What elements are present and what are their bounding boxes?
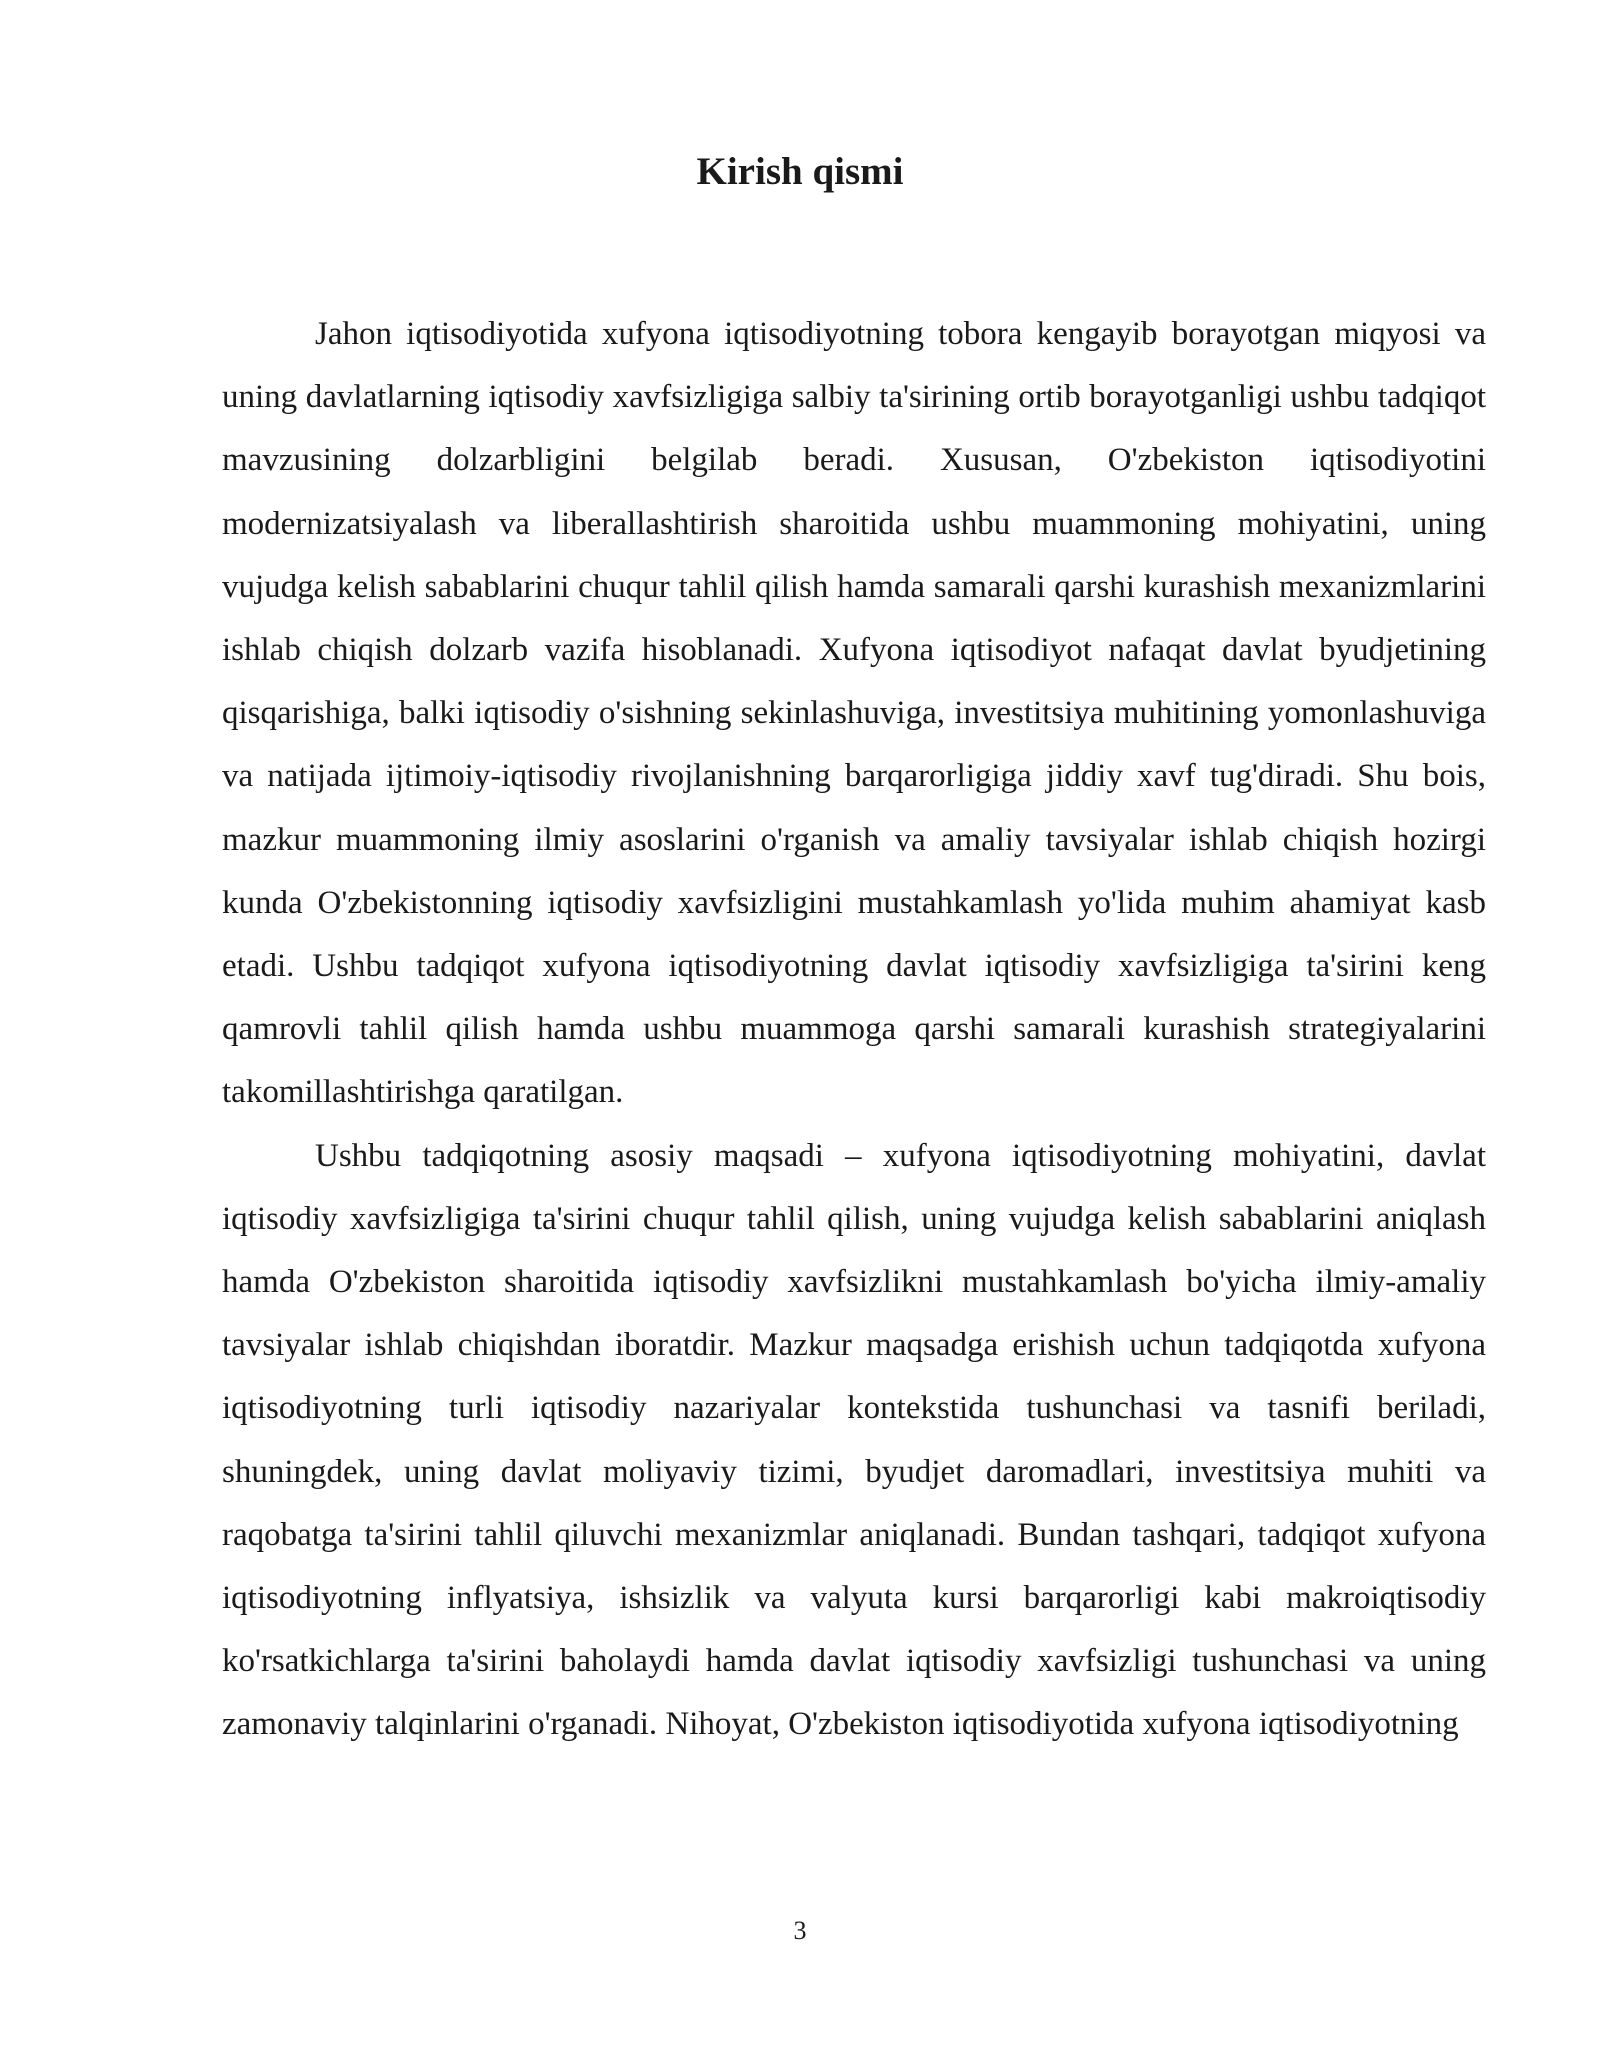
page-number: 3 <box>793 1916 807 1945</box>
body-text <box>222 303 1486 1757</box>
page-title: Kirish qismi <box>696 150 904 193</box>
paragraph-2: Ushbu tadqiqotning asosiy maqsadi – xufyona iqtisodiyotning mohiyatini, davlat iqtisodiy xavfsizligiga ta'sirini chuqur tahlil qilish, uning vujudga kelish sabablarini aniqlash hamda O'zbekiston sharoitida iqtisodiy xavfsizlikni mustahkamlash bo'yicha ilmiy-amaliy tavsiyalar ishlab chiqishdan iboratdir. Mazkur maqsadga erishish uchun tadqiqotda xufyona iqtisodiyotning turli iqtisodiy nazariyalar kontekstida tushunchasi va tasnifi beriladi, shuningdek, uning davlat moliyaviy tizimi, byudjet daromadlari, investitsiya muhiti va raqobatga ta'sirini tahlil qiluvchi mexanizmlar aniqlanadi. Bundan tashqari, tadqiqot xufyona iqtisodiyotning inflyatsiya, ishsizlik va valyuta kursi barqarorligi kabi makroiqtisodiy ko'rsatkichlarga ta'sirini baholaydi hamda davlat iqtisodiy xavfsizligi tushunchasi va uning zamonaviy talqinlarini o'rganadi. Nihoyat, O'zbekiston iqtisodiyotida xufyona iqtisodiyotning <box>222 1137 1486 1743</box>
paragraph-1: Jahon iqtisodiyotida xufyona iqtisodiyotning tobora kengayib borayotgan miqyosi va uning davlatlarning iqtisodiy xavfsizligiga salbiy ta'sirining ortib borayotganligi ushbu tadqiqot mavzusining dolzarbligini belgilab beradi. Xususan, O'zbekiston iqtisodiyotini modernizatsiyalash va liberallashtirish sharoitida ushbu muammoning mohiyatini, uning vujudga kelish sabablarini chuqur tahlil qilish hamda samarali qarshi kurashish mexanizmlarini ishlab chiqish dolzarb vazifa hisoblanadi. Xufyona iqtisodiyot nafaqat davlat byudjetining qisqarishiga, balki iqtisodiy o'sishning sekinlashuviga, investitsiya muhitining yomonlashuviga va natijada ijtimoiy-iqtisodiy rivojlanishning barqarorligiga jiddiy xavf tug'diradi. Shu bois, mazkur muammoning ilmiy asoslarini o'rganish va amaliy tavsiyalar ishlab chiqish hozirgi kunda O'zbekistonning iqtisodiy xavfsizligini mustahkamlash yo'lida muhim ahamiyat kasb etadi. Ushbu tadqiqot xufyona iqtisodiyotning davlat iqtisodiy xavfsizligiga ta'sirini keng qamrovli tahlil qilish hamda ushbu muammoga qarshi samarali kurashish strategiyalarini takomillashtirishga qaratilgan. <box>222 316 1486 1111</box>
